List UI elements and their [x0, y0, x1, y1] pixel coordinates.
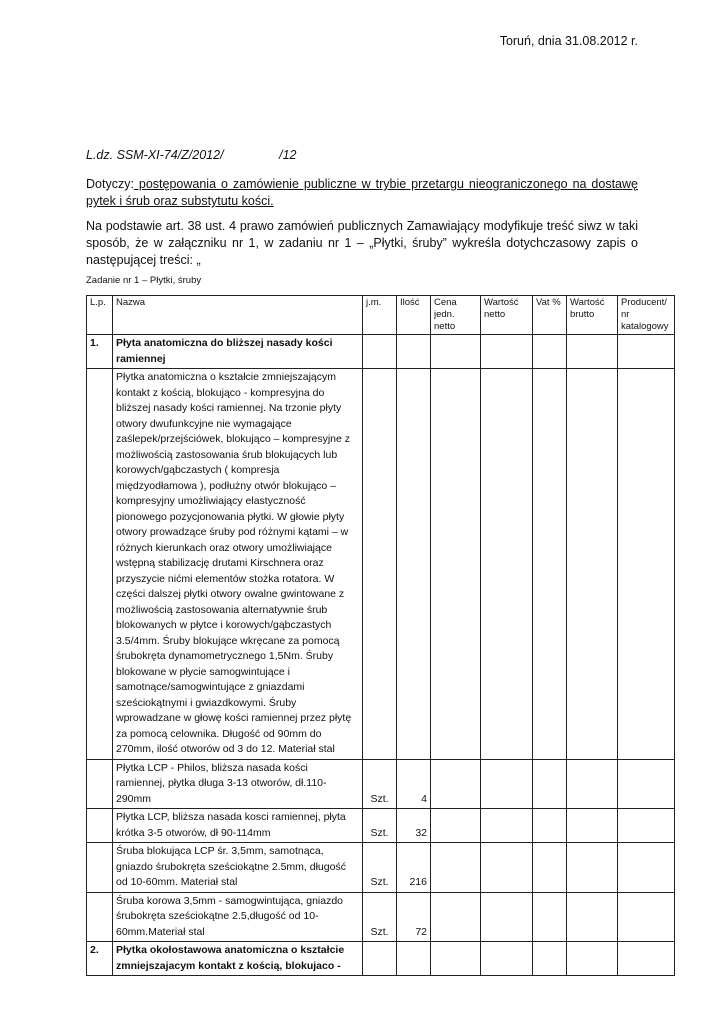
items-table [86, 295, 675, 976]
cell-gross-value [567, 809, 618, 843]
cell-vat [533, 809, 567, 843]
col-header-producer: Producent/ nr katalogowy [618, 296, 675, 335]
cell-producer [618, 759, 675, 809]
cell-net-value [481, 809, 533, 843]
cell-unit: Szt. [363, 809, 397, 843]
cell-unit: Szt. [363, 759, 397, 809]
cell-lp [87, 759, 113, 809]
cell-net-value [481, 759, 533, 809]
cell-vat [533, 942, 567, 976]
cell-lp: 2. [87, 942, 113, 976]
col-header-vat: Vat % [533, 296, 567, 335]
subject-label: Dotyczy: [86, 177, 134, 191]
cell-lp: 1. [87, 335, 113, 369]
col-header-unit: j.m. [363, 296, 397, 335]
table-row [87, 809, 675, 843]
cell-unit-price [431, 335, 481, 369]
cell-unit-price [431, 369, 481, 760]
cell-vat [533, 759, 567, 809]
cell-unit-price [431, 843, 481, 893]
cell-name: Płytka LCP, bliższa nasada kosci ramiennej, płyta krótka 3-5 otworów, dł 90-114mm [113, 809, 363, 843]
cell-qty: 32 [397, 809, 431, 843]
cell-producer [618, 369, 675, 760]
table-row [87, 843, 675, 893]
table-row [87, 369, 675, 760]
cell-lp [87, 892, 113, 942]
cell-name: Śruba korowa 3,5mm - samogwintująca, gniazdo śrubokręta sześciokątne 2.5,długość od 10-60mm.Materiał stal [113, 892, 363, 942]
cell-unit-price [431, 892, 481, 942]
table-row [87, 759, 675, 809]
task-label: Zadanie nr 1 – Płytki, śruby [86, 275, 202, 286]
cell-net-value [481, 942, 533, 976]
cell-name: Płytka LCP - Philos, bliższa nasada kości ramiennej, płytka długa 3-13 otworów, dł.110-290mm [113, 759, 363, 809]
cell-qty: 72 [397, 892, 431, 942]
cell-producer [618, 892, 675, 942]
col-header-gross-value: Wartość brutto [567, 296, 618, 335]
cell-vat [533, 892, 567, 942]
cell-qty [397, 942, 431, 976]
cell-vat [533, 369, 567, 760]
cell-unit: Szt. [363, 892, 397, 942]
subject-text: postępowania o zamówienie publiczne w trybie przetargu nieograniczonego na dostawę pytek i śrub oraz substytutu kości. [86, 177, 638, 208]
cell-vat [533, 335, 567, 369]
cell-qty: 216 [397, 843, 431, 893]
cell-unit-price [431, 942, 481, 976]
cell-lp [87, 809, 113, 843]
intro-paragraph: Na podstawie art. 38 ust. 4 prawo zamówień publicznych Zamawiający modyfikuje treść siwz w taki sposób, że w załączniku nr 1, w zadaniu nr 1 – „Płytki, śruby” wykreśla dotychczasowy zapis o następującej treści: „ [86, 219, 638, 267]
cell-unit [363, 942, 397, 976]
cell-gross-value [567, 759, 618, 809]
cell-gross-value [567, 843, 618, 893]
reference-number: L.dz. SSM-XI-74/Z/2012/ /12 [86, 148, 297, 162]
cell-gross-value [567, 942, 618, 976]
col-header-unit-price: Cena jedn. netto [431, 296, 481, 335]
cell-producer [618, 843, 675, 893]
cell-lp [87, 369, 113, 760]
cell-qty [397, 335, 431, 369]
cell-vat [533, 843, 567, 893]
col-header-net-value: Wartość netto [481, 296, 533, 335]
cell-unit-price [431, 809, 481, 843]
cell-unit [363, 335, 397, 369]
table-row [87, 335, 675, 369]
cell-producer [618, 942, 675, 976]
cell-gross-value [567, 369, 618, 760]
cell-gross-value [567, 335, 618, 369]
cell-net-value [481, 335, 533, 369]
cell-producer [618, 335, 675, 369]
cell-name: Płyta anatomiczna do bliższej nasady kości ramiennej [113, 335, 363, 369]
cell-lp [87, 843, 113, 893]
col-header-name: Nazwa [113, 296, 363, 335]
cell-name: Płytka anatomiczna o kształcie zmniejszającym kontakt z kością, blokująco - kompresyjna do bliższej nasady kości ramiennej. Na trzonie płyty otwory dwufunkcyjne nie wymagające zaślepek/przejściówek, blokująco – kompresyjne z możliwością zastosowania śrub blokujących lub korowych/gąbczastych ( kompresja międzyodłamowa ), podłużny otwór blokująco – kompresyjny umożliwiający elastyczność pionowego pozycjonowania płytki. W głowie płyty otwory prowadzące śruby pod różnymi kątami – w różnych kierunkach oraz otwory umożliwiające wstępną stabilizację drutami Kirschnera oraz przyszycie nićmi elementów stożka rotatora. W części dalszej płytki otwory owalne gwintowane z możliwością zastosowania alternatywnie śrub blokowanych w płytce i korowych/gąbczastych 3.5/4mm. Śruby blokujące wkręcane za pomocą śrubokręta dynamometrycznego 1,5Nm. Śruby blokowane w płycie samogwintujące i samotnące/samogwintujące z gniazdami sześciokątnymi i gwiazdkowymi. Śruby wprowadzane w głowę kości ramiennej przez płytę za pomocą celownika. Długość od 90mm do 270mm, ilość otworów od 3 do 12. Materiał stal [113, 369, 363, 760]
cell-producer [618, 809, 675, 843]
cell-gross-value [567, 892, 618, 942]
col-header-lp: L.p. [87, 296, 113, 335]
cell-unit [363, 369, 397, 760]
document-date: Toruń, dnia 31.08.2012 r. [499, 34, 638, 48]
table-row [87, 892, 675, 942]
col-header-qty: Ilość [397, 296, 431, 335]
cell-name: Płytka okołostawowa anatomiczna o kształcie zmniejszajacym kontakt z kością, blokujaco - [113, 942, 363, 976]
cell-net-value [481, 843, 533, 893]
cell-net-value [481, 892, 533, 942]
cell-net-value [481, 369, 533, 760]
cell-unit: Szt. [363, 843, 397, 893]
cell-unit-price [431, 759, 481, 809]
table-header-row [87, 296, 675, 335]
cell-qty [397, 369, 431, 760]
cell-name: Śruba blokująca LCP śr. 3,5mm, samotnąca, gniazdo śrubokręta sześciokątne 2.5mm, długość od 10-60mm. Materiał stal [113, 843, 363, 893]
cell-qty: 4 [397, 759, 431, 809]
subject-line [86, 176, 638, 210]
table-row [87, 942, 675, 976]
